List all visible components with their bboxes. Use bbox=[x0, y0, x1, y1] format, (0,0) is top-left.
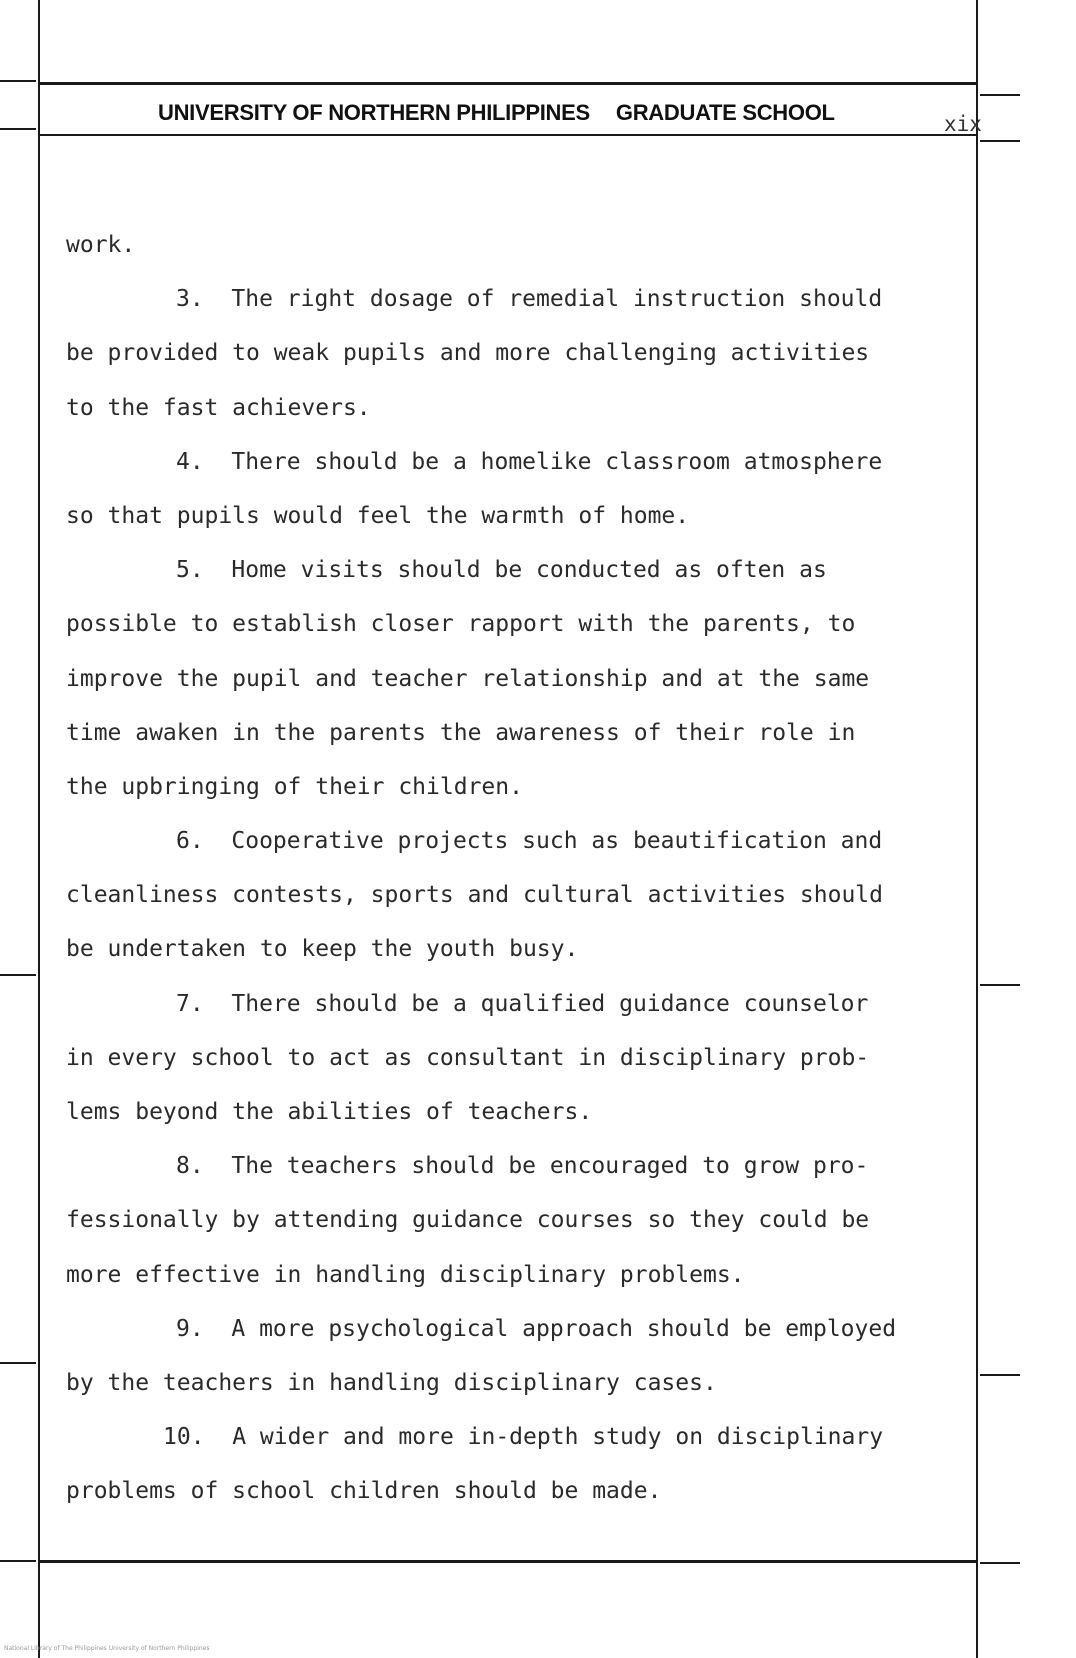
text-line: be provided to weak pupils and more challenging activities bbox=[66, 340, 870, 367]
page-header bbox=[158, 100, 938, 126]
margin-tick bbox=[0, 974, 36, 976]
margin-tick bbox=[0, 1362, 36, 1364]
text-line: cleanliness contests, sports and cultural activities should bbox=[66, 882, 883, 909]
university-name: UNIVERSITY OF NORTHERN PHILIPPINES bbox=[158, 100, 590, 125]
margin-tick bbox=[0, 1560, 36, 1562]
margin-tick bbox=[0, 80, 36, 82]
text-line: work. bbox=[66, 232, 136, 258]
text-line: the upbringing of their children. bbox=[66, 773, 523, 800]
page-number: xix bbox=[944, 112, 982, 136]
text-line: time awaken in the parents the awareness of their role in bbox=[66, 719, 856, 746]
margin-tick bbox=[980, 1562, 1020, 1564]
header-top-rule bbox=[38, 82, 976, 85]
recommendation-7: 7. There should be a qualified guidance counselor bbox=[176, 990, 869, 1017]
recommendation-10: 10. A wider and more in-depth study on disciplinary bbox=[163, 1424, 884, 1451]
left-margin-rule bbox=[38, 0, 40, 1658]
text-line: by the teachers in handling disciplinary cases. bbox=[66, 1369, 717, 1396]
text-line: in every school to act as consultant in disciplinary prob- bbox=[66, 1044, 870, 1071]
recommendation-5: 5. Home visits should be conducted as often as bbox=[176, 557, 827, 584]
recommendation-8: 8. The teachers should be encouraged to grow pro- bbox=[176, 1153, 869, 1180]
margin-tick bbox=[0, 128, 36, 130]
header-bottom-rule bbox=[38, 134, 976, 136]
text-line: lems beyond the abilities of teachers. bbox=[66, 1099, 593, 1125]
school-name: GRADUATE SCHOOL bbox=[615, 100, 835, 125]
recommendation-9: 9. A more psychological approach should be employed bbox=[176, 1315, 897, 1342]
text-line: possible to establish closer rapport with the parents, to bbox=[66, 611, 856, 638]
recommendation-3: 3. The right dosage of remedial instruction should bbox=[176, 286, 883, 313]
text-line: more effective in handling disciplinary problems. bbox=[66, 1261, 745, 1288]
text-line: so that pupils would feel the warmth of home. bbox=[66, 502, 690, 529]
recommendation-4: 4. There should be a homelike classroom atmosphere bbox=[176, 448, 883, 475]
recommendation-6: 6. Cooperative projects such as beautification and bbox=[176, 828, 883, 855]
text-line: problems of school children should be made. bbox=[66, 1478, 662, 1505]
text-line: be undertaken to keep the youth busy. bbox=[66, 936, 579, 963]
footer-rule bbox=[38, 1560, 976, 1563]
body-text bbox=[66, 218, 1016, 1519]
text-line: to the fast achievers. bbox=[66, 394, 371, 421]
text-line: fessionally by attending guidance courses so they could be bbox=[66, 1207, 870, 1234]
scan-footer-note: National Library of The Philippines University of Northern Philippines bbox=[4, 1645, 210, 1652]
margin-tick bbox=[980, 140, 1020, 142]
text-line: improve the pupil and teacher relationship and at the same bbox=[66, 665, 870, 692]
margin-tick bbox=[980, 94, 1020, 96]
